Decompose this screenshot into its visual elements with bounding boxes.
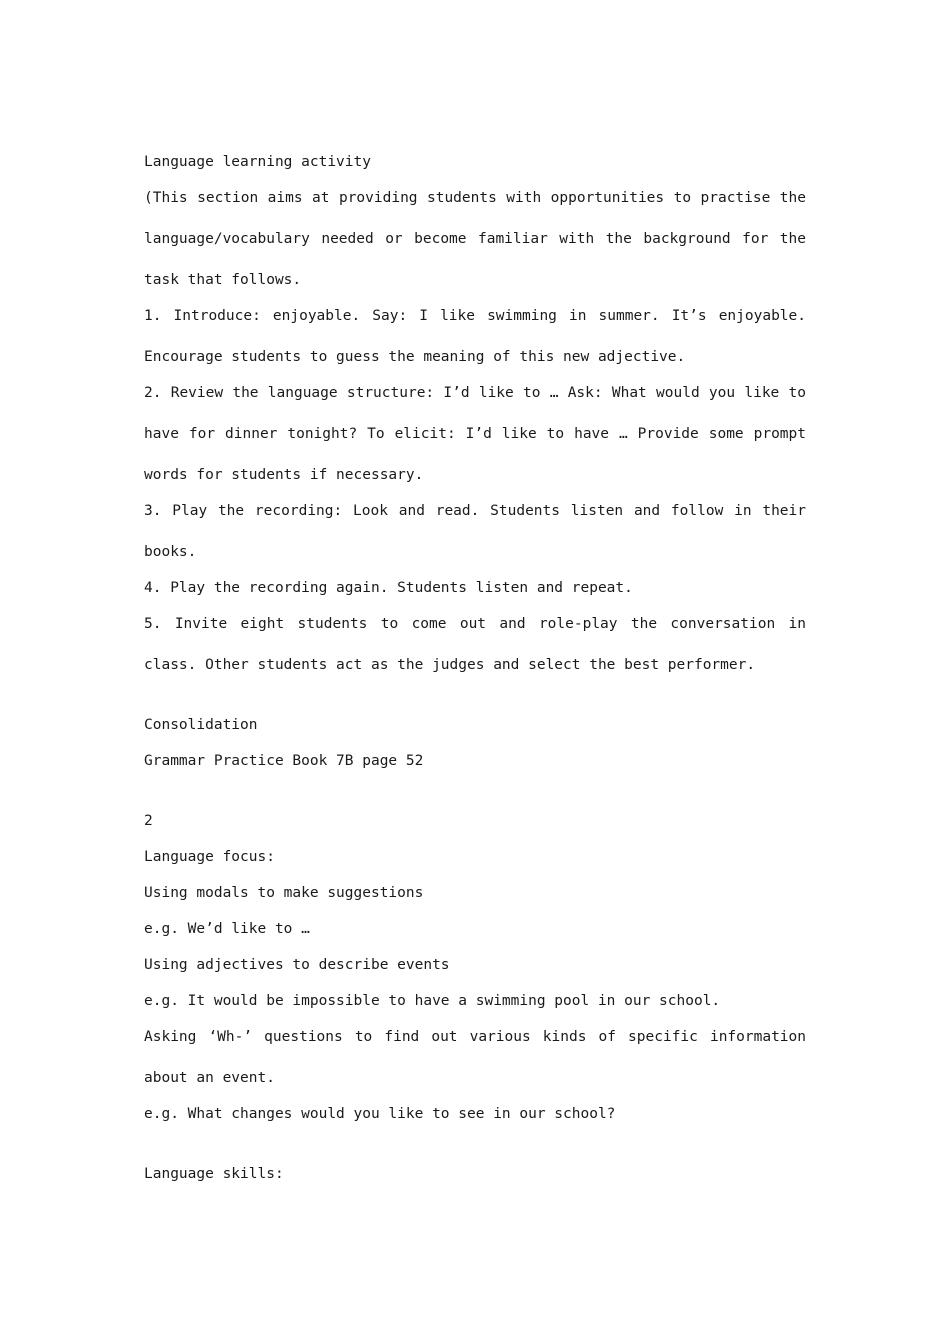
language-skills-heading: Language skills: xyxy=(144,1166,284,1182)
focus-example-adjectives: e.g. It would be impossible to have a swimming pool in our school. xyxy=(144,993,721,1009)
section-intro-paragraph: (This section aims at providing students with opportunities to practise the language/vocabulary needed or become familiar with the background for the task that follows. xyxy=(144,190,806,288)
language-focus-heading: Language focus: xyxy=(144,849,275,865)
focus-item-adjectives: Using adjectives to describe events xyxy=(144,957,450,973)
spacer xyxy=(144,689,806,713)
step-2: 2. Review the language structure: I’d like to … Ask: What would you like to have for dinner tonight? To elicit: I’d like to have … Provide some prompt words for students if necessary. xyxy=(144,385,806,483)
consolidation-text: Grammar Practice Book 7B page 52 xyxy=(144,753,424,769)
section-number: 2 xyxy=(144,813,153,829)
focus-item-modals: Using modals to make suggestions xyxy=(144,885,424,901)
document-page xyxy=(144,150,806,1198)
step-1: 1. Introduce: enjoyable. Say: I like swimming in summer. It’s enjoyable. Encourage students to guess the meaning of this new adjective. xyxy=(144,308,806,365)
step-4: 4. Play the recording again. Students listen and repeat. xyxy=(144,580,633,596)
focus-example-wh-questions: e.g. What changes would you like to see in our school? xyxy=(144,1106,616,1122)
consolidation-heading: Consolidation xyxy=(144,717,258,733)
section-heading-language-learning-activity: Language learning activity xyxy=(144,154,371,170)
spacer xyxy=(144,785,806,809)
spacer xyxy=(144,1138,806,1162)
step-3: 3. Play the recording: Look and read. Students listen and follow in their books. xyxy=(144,503,806,560)
focus-item-wh-questions: Asking ‘Wh-’ questions to find out various kinds of specific information about an event. xyxy=(144,1029,806,1086)
step-5: 5. Invite eight students to come out and role-play the conversation in class. Other students act as the judges and select the best performer. xyxy=(144,616,806,673)
focus-example-modals: e.g. We’d like to … xyxy=(144,921,310,937)
